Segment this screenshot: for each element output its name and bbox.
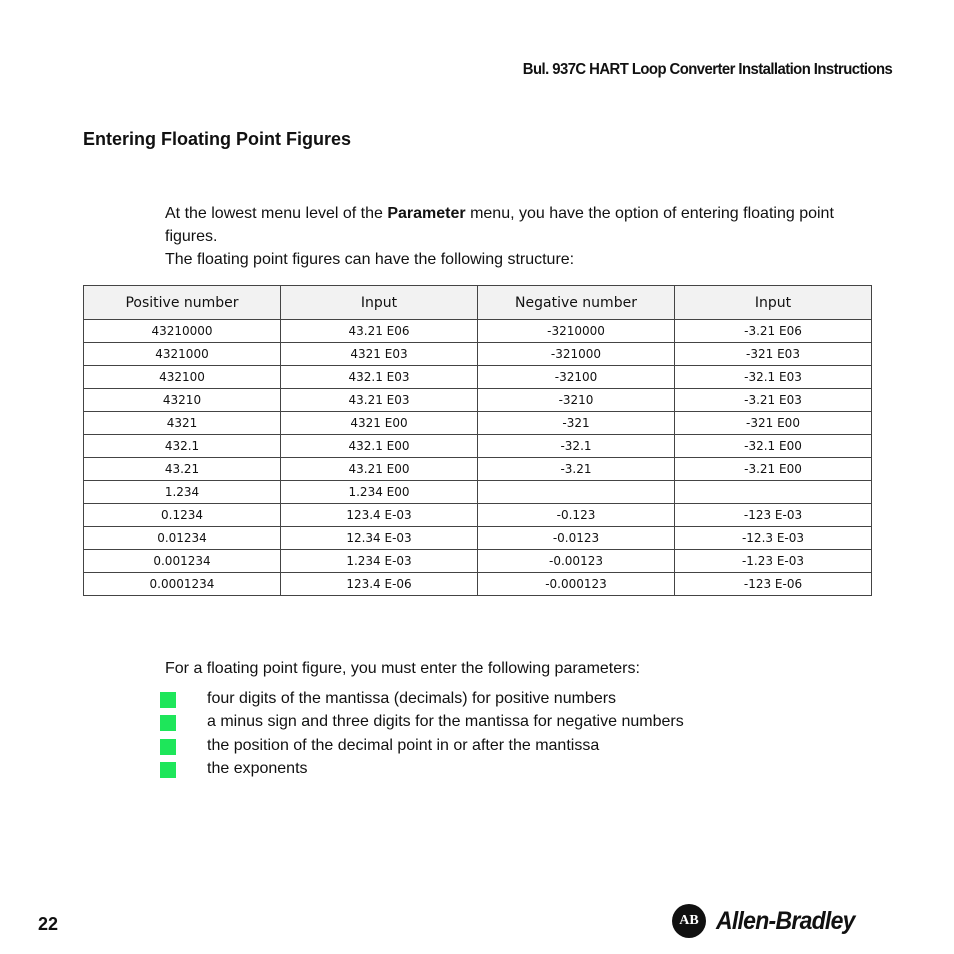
cell-positive-number: 0.01234	[84, 527, 281, 550]
table-row	[84, 573, 872, 596]
cell-positive-input: 1.234 E00	[281, 481, 478, 504]
cell-positive-input: 123.4 E-06	[281, 573, 478, 596]
list-item-text: the position of the decimal point in or after the mantissa	[207, 736, 600, 754]
table-row	[84, 435, 872, 458]
table-row	[84, 389, 872, 412]
table-row	[84, 481, 872, 504]
cell-positive-input: 123.4 E-03	[281, 504, 478, 527]
cell-positive-input: 1.234 E-03	[281, 550, 478, 573]
cell-negative-number: -321	[478, 412, 675, 435]
cell-negative-number: -3.21	[478, 458, 675, 481]
cell-positive-number: 0.1234	[84, 504, 281, 527]
parameters-list	[160, 687, 684, 780]
cell-negative-input: -3.21 E00	[675, 458, 872, 481]
green-square-bullet-icon	[160, 692, 176, 708]
document-header: Bul. 937C HART Loop Converter Installation Instructions	[522, 61, 892, 78]
cell-positive-input: 432.1 E03	[281, 366, 478, 389]
intro-line-1	[165, 202, 865, 248]
table-row	[84, 550, 872, 573]
cell-negative-input	[675, 481, 872, 504]
intro-text-before: At the lowest menu level of the	[165, 205, 388, 222]
cell-positive-number: 4321	[84, 412, 281, 435]
cell-positive-number: 43210	[84, 389, 281, 412]
table-row	[84, 412, 872, 435]
page-number: 22	[38, 914, 59, 934]
cell-negative-input: -321 E00	[675, 412, 872, 435]
floating-point-table	[83, 285, 872, 596]
table-row	[84, 504, 872, 527]
cell-negative-number	[478, 481, 675, 504]
cell-positive-number: 1.234	[84, 481, 281, 504]
header-positive-input: Input	[281, 286, 478, 320]
green-square-bullet-icon	[160, 739, 176, 755]
cell-negative-number: -3210000	[478, 320, 675, 343]
cell-positive-number: 4321000	[84, 343, 281, 366]
cell-negative-number: -0.00123	[478, 550, 675, 573]
section-title: Entering Floating Point Figures	[83, 129, 351, 149]
list-item-text: a minus sign and three digits for the mantissa for negative numbers	[207, 713, 684, 731]
list-item	[160, 757, 684, 780]
header-negative-number: Negative number	[478, 286, 675, 320]
cell-negative-number: -0.000123	[478, 573, 675, 596]
table-header-row	[84, 286, 872, 320]
table-row	[84, 366, 872, 389]
cell-negative-number: -3210	[478, 389, 675, 412]
cell-negative-input: -321 E03	[675, 343, 872, 366]
cell-negative-input: -123 E-03	[675, 504, 872, 527]
cell-positive-number: 0.0001234	[84, 573, 281, 596]
cell-positive-input: 43.21 E00	[281, 458, 478, 481]
cell-positive-input: 4321 E00	[281, 412, 478, 435]
parameter-menu-term: Parameter	[387, 205, 466, 222]
table-row	[84, 320, 872, 343]
parameters-lead: For a floating point figure, you must enter the following parameters:	[165, 660, 640, 677]
cell-negative-number: -321000	[478, 343, 675, 366]
cell-negative-input: -32.1 E03	[675, 366, 872, 389]
cell-negative-input: -3.21 E03	[675, 389, 872, 412]
list-item	[160, 710, 684, 733]
table-body	[84, 320, 872, 596]
cell-negative-number: -0.123	[478, 504, 675, 527]
table-row	[84, 458, 872, 481]
cell-negative-number: -0.0123	[478, 527, 675, 550]
cell-positive-number: 43210000	[84, 320, 281, 343]
intro-text-after: menu, you have the option of entering floating point figures.	[165, 205, 834, 245]
list-item-text: the exponents	[207, 759, 308, 777]
cell-positive-number: 432100	[84, 366, 281, 389]
cell-positive-input: 43.21 E06	[281, 320, 478, 343]
cell-negative-input: -12.3 E-03	[675, 527, 872, 550]
header-positive-number: Positive number	[84, 286, 281, 320]
cell-negative-number: -32.1	[478, 435, 675, 458]
cell-negative-input: -3.21 E06	[675, 320, 872, 343]
green-square-bullet-icon	[160, 762, 176, 778]
list-item	[160, 734, 684, 757]
cell-negative-input: -32.1 E00	[675, 435, 872, 458]
intro-paragraph	[165, 202, 865, 271]
brand-name: Allen-Bradley	[716, 906, 855, 935]
header-negative-input: Input	[675, 286, 872, 320]
list-item	[160, 687, 684, 710]
green-square-bullet-icon	[160, 715, 176, 731]
intro-line-2: The floating point figures can have the following structure:	[165, 251, 575, 268]
cell-negative-input: -123 E-06	[675, 573, 872, 596]
allen-bradley-logo-icon: AB	[672, 904, 706, 938]
cell-positive-input: 4321 E03	[281, 343, 478, 366]
cell-negative-number: -32100	[478, 366, 675, 389]
brand-footer	[672, 904, 867, 938]
table-row	[84, 343, 872, 366]
cell-positive-number: 0.001234	[84, 550, 281, 573]
cell-positive-number: 432.1	[84, 435, 281, 458]
list-item-text: four digits of the mantissa (decimals) for positive numbers	[207, 690, 617, 707]
cell-negative-input: -1.23 E-03	[675, 550, 872, 573]
cell-positive-input: 432.1 E00	[281, 435, 478, 458]
table-row	[84, 527, 872, 550]
cell-positive-input: 12.34 E-03	[281, 527, 478, 550]
cell-positive-number: 43.21	[84, 458, 281, 481]
cell-positive-input: 43.21 E03	[281, 389, 478, 412]
